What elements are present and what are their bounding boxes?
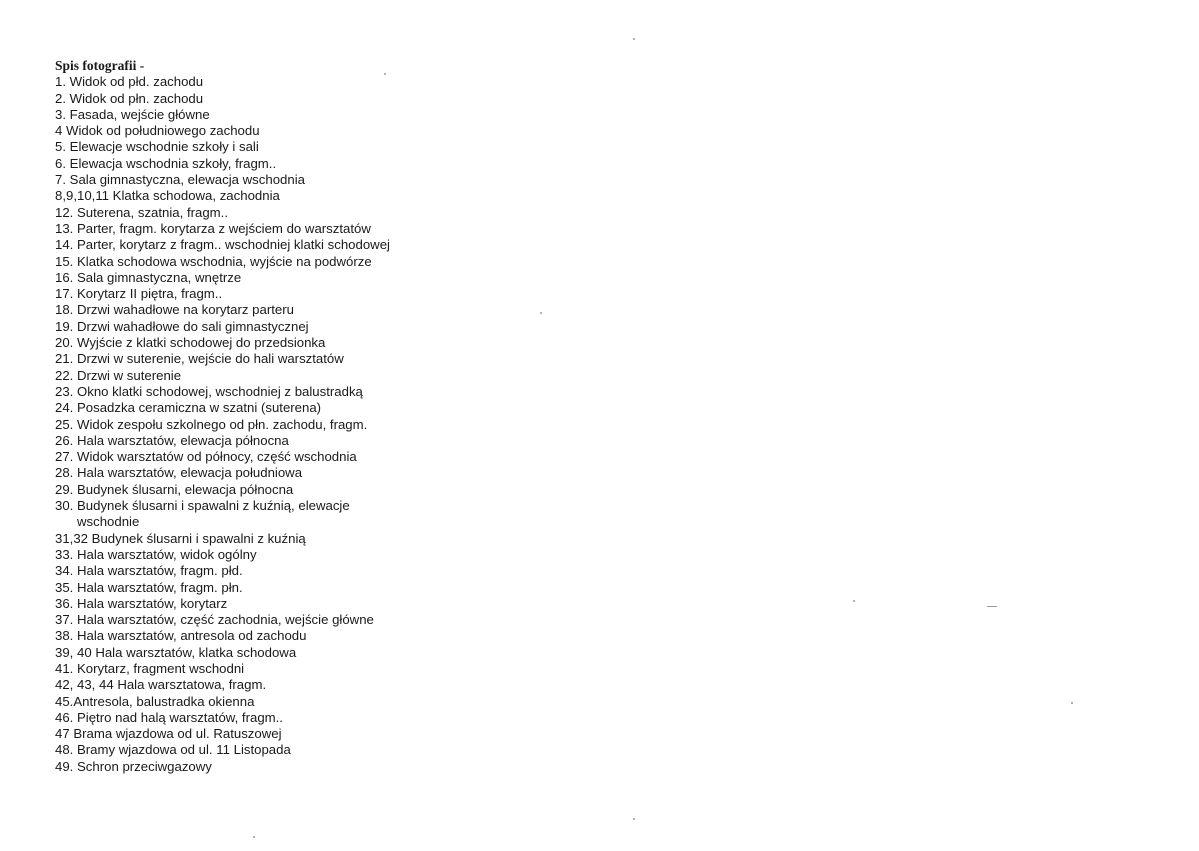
list-item: 5. Elewacje wschodnie szkoły i sali: [55, 139, 259, 155]
scan-speck: [384, 73, 386, 75]
list-title: Spis fotografii -: [55, 58, 145, 73]
list-item: 33. Hala warsztatów, widok ogólny: [55, 546, 257, 562]
list-item: 46. Piętro nad halą warsztatów, fragm..: [55, 709, 283, 725]
list-item: 45.Antresola, balustradka okienna: [55, 693, 255, 709]
list-item: 28. Hala warsztatów, elewacja południowa: [55, 465, 303, 481]
list-item: 13. Parter, fragm. korytarza z wejściem do warsztatów: [55, 220, 371, 236]
list-item: 30. Budynek ślusarni i spawalni z kuźnią, elewacje: [55, 498, 350, 514]
list-item: 35. Hala warsztatów, fragm. płn.: [55, 579, 243, 595]
scan-speck: [633, 818, 635, 820]
list-item: 6. Elewacja wschodnia szkoły, fragm..: [55, 155, 277, 171]
list-item: 25. Widok zespołu szkolnego od płn. zachodu, fragm.: [55, 416, 368, 432]
list-item: 26. Hala warsztatów, elewacja północna: [55, 432, 289, 448]
scan-speck: [987, 606, 997, 607]
list-item: 14. Parter, korytarz z fragm.. wschodniej klatki schodowej: [55, 237, 390, 253]
scan-speck: [1071, 702, 1073, 704]
list-item: 47 Brama wjazdowa od ul. Ratuszowej: [55, 726, 282, 742]
list-item: 27. Widok warsztatów od północy, część wschodnia: [55, 449, 357, 465]
list-item: 22. Drzwi w suterenie: [55, 367, 182, 383]
list-item: 29. Budynek ślusarni, elewacja północna: [55, 481, 294, 497]
list-item: 34. Hala warsztatów, fragm. płd.: [55, 563, 243, 579]
list-item: 21. Drzwi w suterenie, wejście do hali warsztatów: [55, 351, 344, 367]
photo-list: [55, 58, 615, 775]
list-item: 39, 40 Hala warsztatów, klatka schodowa: [55, 644, 297, 660]
list-item: 36. Hala warsztatów, korytarz: [55, 595, 228, 611]
list-item: 19. Drzwi wahadłowe do sali gimnastycznej: [55, 318, 309, 334]
list-item: 16. Sala gimnastyczna, wnętrze: [55, 269, 242, 285]
scan-speck: [853, 600, 855, 602]
list-item: 17. Korytarz II piętra, fragm..: [55, 286, 223, 302]
list-item: 1. Widok od płd. zachodu: [55, 74, 204, 90]
list-item: 18. Drzwi wahadłowe na korytarz parteru: [55, 302, 294, 318]
scan-speck: [633, 38, 635, 40]
list-item: 20. Wyjście z klatki schodowej do przedsionka: [55, 335, 326, 351]
list-item: 8,9,10,11 Klatka schodowa, zachodnia: [55, 188, 280, 204]
list-item: 4 Widok od południowego zachodu: [55, 123, 260, 139]
list-item: 3. Fasada, wejście główne: [55, 106, 210, 122]
list-item: 41. Korytarz, fragment wschodni: [55, 660, 245, 676]
list-item-continuation: wschodnie: [77, 514, 140, 530]
list-item: 49. Schron przeciwgazowy: [55, 758, 212, 774]
list-item: 48. Bramy wjazdowa od ul. 11 Listopada: [55, 742, 291, 758]
list-item: 24. Posadzka ceramiczna w szatni (suterena): [55, 400, 322, 416]
scan-speck: [540, 312, 542, 314]
scan-speck: [253, 836, 255, 838]
list-item: 15. Klatka schodowa wschodnia, wyjście na podwórze: [55, 253, 372, 269]
list-item: 38. Hala warsztatów, antresola od zachodu: [55, 628, 307, 644]
list-item: 2. Widok od płn. zachodu: [55, 90, 204, 106]
list-item: 23. Okno klatki schodowej, wschodniej z balustradką: [55, 383, 363, 399]
list-item: 31,32 Budynek ślusarni i spawalni z kuźnią: [55, 530, 306, 546]
list-item: 12. Suterena, szatnia, fragm..: [55, 204, 228, 220]
list-item: 42, 43, 44 Hala warsztatowa, fragm.: [55, 677, 267, 693]
list-item: 37. Hala warsztatów, część zachodnia, wejście główne: [55, 612, 374, 628]
list-item: 7. Sala gimnastyczna, elewacja wschodnia: [55, 172, 305, 188]
